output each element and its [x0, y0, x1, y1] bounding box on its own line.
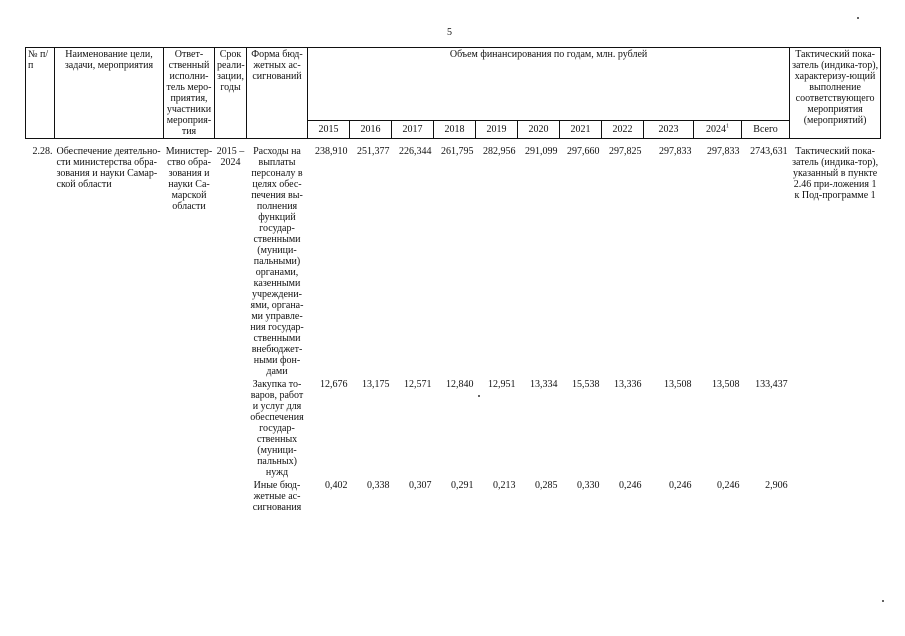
header-total: Всего [742, 121, 790, 139]
value-cell: 12,951 [488, 379, 516, 390]
form-label: Расходы на выплаты персоналу в целях обес-печения вы-полнения функций государ-ственными (муници-пальными) органами, казенными учреждени-ями, органа-ми управле-ния государ-ственными внебюджет-ными фон-дами [250, 146, 304, 377]
financing-table [25, 47, 881, 514]
value-cell: 0,213 [493, 480, 516, 491]
header-year: 2022 [602, 121, 644, 139]
value-cell: 12,676 [320, 379, 348, 390]
value-cell: 0,402 [325, 480, 348, 491]
value-cell: 297,833 [707, 146, 740, 157]
header-year: 2016 [350, 121, 392, 139]
value-cell: 15,538 [572, 379, 600, 390]
value-cell: 12,571 [404, 379, 432, 390]
header-year: 2017 [392, 121, 434, 139]
form-label: Закупка то-варов, работ и услуг для обеспечения государ-ственных (муници-пальных) нужд [250, 379, 304, 478]
header-year-2024 [694, 121, 742, 139]
value-cell: 0,246 [619, 480, 642, 491]
header-number: № п/п [26, 48, 55, 139]
header-indicator: Тактический пока-затель (индика-тор), характеризу-ющий выполнение соответствующего мероприятия (мероприятий) [790, 48, 881, 139]
header-year: 2023 [644, 121, 694, 139]
value-cell: 0,246 [717, 480, 740, 491]
header-form: Форма бюд-жетных ас-сигнований [247, 48, 308, 139]
value-cell: 297,833 [659, 146, 692, 157]
value-cell: 13,508 [664, 379, 692, 390]
table-body [26, 139, 881, 515]
header-year: 2020 [518, 121, 560, 139]
scan-speck [882, 600, 884, 602]
value-cell: 297,825 [609, 146, 642, 157]
total-cell: 2,906 [765, 480, 788, 491]
table-header [26, 48, 881, 139]
header-year: 2024 [706, 124, 726, 135]
row-indicator: Тактический пока-затель (индика-тор), указанный в пункте 2.46 при-ложения 1 к Под-программе 1 [792, 146, 879, 201]
header-term: Срок реали-зации, годы [215, 48, 247, 139]
value-cell: 13,336 [614, 379, 642, 390]
value-cell: 13,508 [712, 379, 740, 390]
header-year: 2019 [476, 121, 518, 139]
value-cell: 0,246 [669, 480, 692, 491]
header-year: 2015 [308, 121, 350, 139]
value-cell: 0,307 [409, 480, 432, 491]
page-number: 5 [447, 27, 452, 38]
value-cell: 13,334 [530, 379, 558, 390]
value-cell: 297,660 [567, 146, 600, 157]
value-cell: 0,330 [577, 480, 600, 491]
total-cell: 2743,631 [750, 146, 788, 157]
value-cell: 0,338 [367, 480, 390, 491]
value-cell: 261,795 [441, 146, 474, 157]
footnote-marker: 1 [726, 123, 729, 130]
scan-speck [857, 17, 859, 19]
header-executor: Ответ-ственный исполни-тель меро-приятия, участники мероприя-тия [164, 48, 215, 139]
row-name: Обеспечение деятельно-сти министерства обра-зования и науки Самар-ской области [56, 146, 161, 190]
value-cell: 282,956 [483, 146, 516, 157]
row-term: 2015 – 2024 [216, 146, 245, 168]
header-finance: Объем финансирования по годам, млн. рублей [308, 48, 790, 121]
header-year: 2018 [434, 121, 476, 139]
table-row [26, 145, 881, 378]
form-label: Иные бюд-жетные ас-сигнования [252, 480, 302, 513]
row-executor: Министер-ство обра-зования и науки Са-марской области [165, 146, 213, 212]
value-cell: 291,099 [525, 146, 558, 157]
value-cell: 0,285 [535, 480, 558, 491]
value-cell: 251,377 [357, 146, 390, 157]
value-cell: 13,175 [362, 379, 390, 390]
header-name: Наименование цели, задачи, мероприятия [55, 48, 164, 139]
value-cell: 0,291 [451, 480, 474, 491]
row-number: 2.28. [32, 146, 53, 157]
value-cell: 226,344 [399, 146, 432, 157]
header-year: 2021 [560, 121, 602, 139]
value-cell: 238,910 [315, 146, 348, 157]
total-cell: 133,437 [755, 379, 788, 390]
value-cell: 12,840 [446, 379, 474, 390]
